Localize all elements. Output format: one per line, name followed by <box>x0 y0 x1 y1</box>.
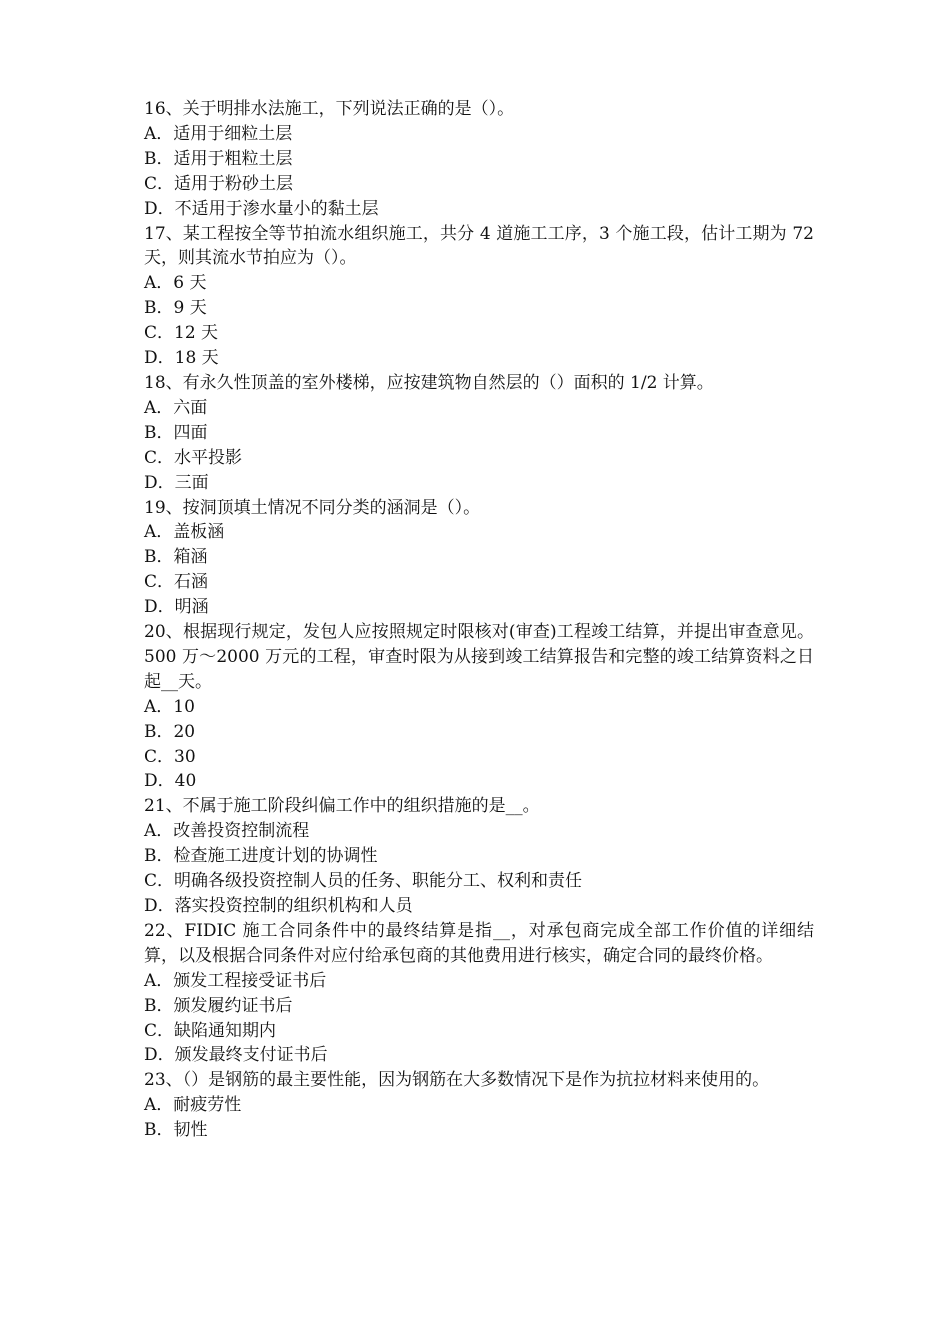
question-22 <box>144 919 814 1068</box>
option-d: D．18 天 <box>144 348 219 369</box>
option-a: A．10 <box>144 696 195 717</box>
question-stem: 16、关于明排水法施工，下列说法正确的是（）。 <box>144 99 515 119</box>
option-c: C．水平投影 <box>144 447 243 468</box>
option-b: B．颁发履约证书后 <box>144 995 293 1016</box>
option-a: A．改善投资控制流程 <box>144 821 310 842</box>
question-list <box>144 97 814 1143</box>
option-b: B．适用于粗粒土层 <box>144 148 293 169</box>
option-d: D．40 <box>144 771 197 792</box>
question-18 <box>144 371 814 496</box>
question-23 <box>144 1068 814 1143</box>
option-b: B．四面 <box>144 422 208 443</box>
option-a: A．颁发工程接受证书后 <box>144 970 327 991</box>
option-c: C．缺陷通知期内 <box>144 1020 277 1041</box>
option-c: C．适用于粉砂土层 <box>144 173 294 194</box>
question-19 <box>144 496 814 621</box>
option-b: B．20 <box>144 721 196 742</box>
option-d: D．明涵 <box>144 597 209 618</box>
option-c: C．石涵 <box>144 572 209 593</box>
option-c: C．12 天 <box>144 323 219 344</box>
option-c: C．明确各级投资控制人员的任务、职能分工、权利和责任 <box>144 871 583 892</box>
option-a: A．六面 <box>144 397 208 418</box>
question-stem: 21、不属于施工阶段纠偏工作中的组织措施的是__。 <box>144 796 540 817</box>
option-b: B．检查施工进度计划的协调性 <box>144 846 378 867</box>
option-a: A．6 天 <box>144 273 207 294</box>
question-21 <box>144 794 814 919</box>
question-stem: 23、（）是钢筋的最主要性能，因为钢筋在大多数情况下是作为抗拉材料来使用的。 <box>144 1070 770 1091</box>
option-b: B．箱涵 <box>144 547 208 568</box>
option-a: A．盖板涵 <box>144 522 225 543</box>
option-d: D．三面 <box>144 472 209 493</box>
question-stem: 19、按洞顶填土情况不同分类的涵洞是（）。 <box>144 497 481 518</box>
question-20 <box>144 620 814 794</box>
question-16 <box>144 97 814 222</box>
question-stem: 17、某工程按全等节拍流水组织施工，共分 4 道施工工序，3 个施工段，估计工期为 72 天，则其流水节拍应为（）。 <box>144 223 814 269</box>
question-stem: 22、FIDIC 施工合同条件中的最终结算是指__，对承包商完成全部工作价值的详细结算，以及根据合同条件对应付给承包商的其他费用进行核实，确定合同的最终价格。 <box>144 920 814 966</box>
question-stem: 20、根据现行规定，发包人应按照规定时限核对(审查)工程竣工结算，并提出审查意见。500 万～2000 万元的工程，审查时限为从接到竣工结算报告和完整的竣工结算资料之日起__天。 <box>144 622 814 692</box>
option-d: D．不适用于渗水量小的黏土层 <box>144 198 379 219</box>
option-a: A．耐疲劳性 <box>144 1095 242 1116</box>
option-d: D．落实投资控制的组织机构和人员 <box>144 896 413 916</box>
option-b: B．韧性 <box>144 1120 208 1141</box>
option-c: C．30 <box>144 746 196 767</box>
option-d: D．颁发最终支付证书后 <box>144 1045 328 1066</box>
option-a: A．适用于细粒土层 <box>144 123 293 144</box>
question-stem: 18、有永久性顶盖的室外楼梯，应按建筑物自然层的（）面积的 1/2 计算。 <box>144 372 714 393</box>
option-b: B．9 天 <box>144 298 207 319</box>
question-17 <box>144 222 814 371</box>
